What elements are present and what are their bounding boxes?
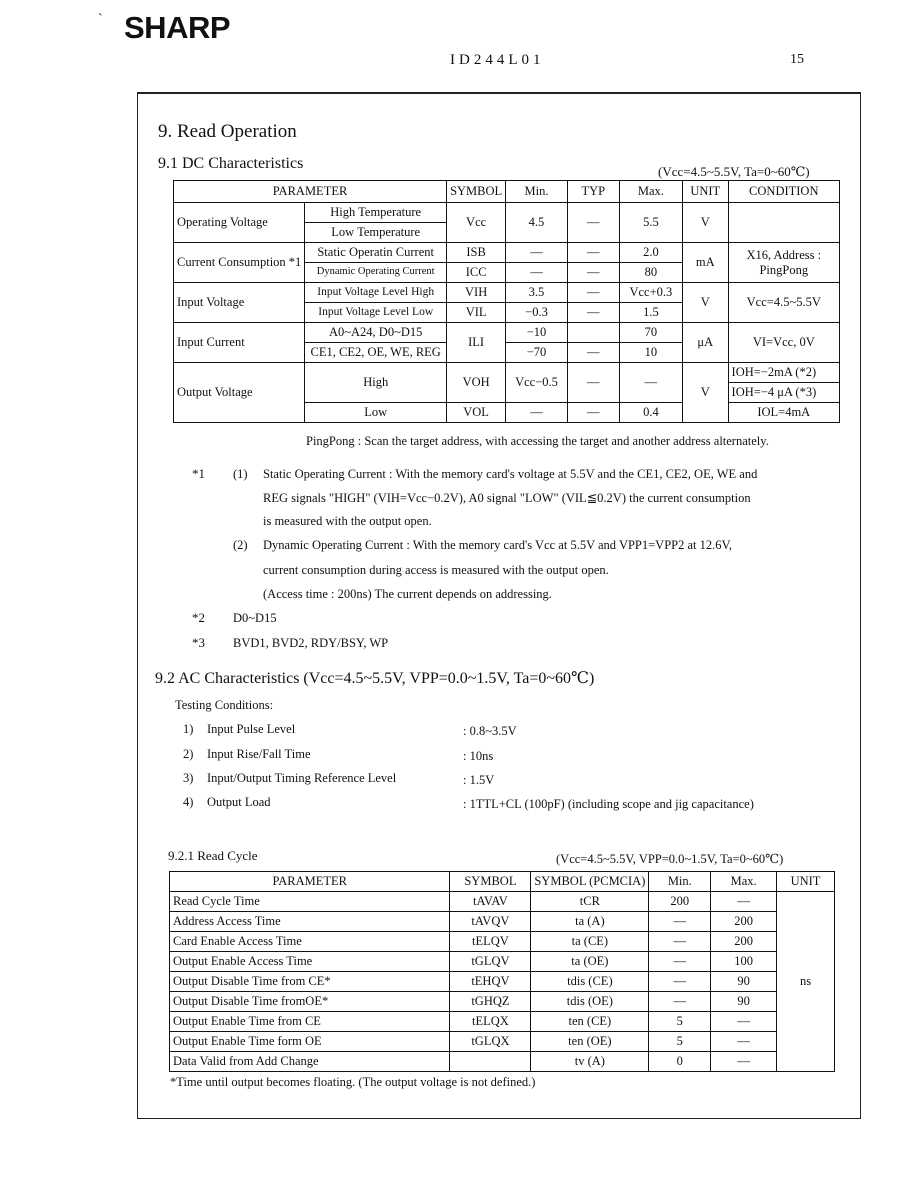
read-symbol-cell: tELQV: [450, 932, 531, 952]
read-min-cell: 200: [649, 892, 711, 912]
read-param-cell: Data Valid from Add Change: [170, 1052, 450, 1072]
dc-header-cell: CONDITION: [728, 181, 839, 203]
read-row: [170, 972, 835, 992]
dc-min-cell: Vcc−0.5: [506, 363, 568, 403]
testing-item-value: : 10ns: [463, 749, 494, 763]
footnote-1-2-line-a: Dynamic Operating Current : With the memory card's Vcc at 5.5V and VPP1=VPP2 at 12.6V,: [263, 538, 733, 552]
dc-sub-cell: Low Temperature: [305, 223, 447, 243]
dc-unit-cell: V: [683, 203, 729, 243]
read-param-cell: Card Enable Access Time: [170, 932, 450, 952]
read-param-cell: Read Cycle Time: [170, 892, 450, 912]
dc-sub-cell: CE1, CE2, OE, WE, REG: [305, 343, 447, 363]
testing-item-label: Output Load: [207, 795, 271, 809]
section-92-title: 9.2 AC Characteristics (Vcc=4.5~5.5V, VPP=0.0~1.5V, Ta=0~60℃): [155, 670, 595, 687]
footnote-1-1-line-a: Static Operating Current : With the memory card's voltage at 5.5V and the CE1, CE2, OE, WE and: [263, 467, 758, 481]
footnote-1-2-line-c: (Access time : 200ns) The current depends on addressing.: [263, 587, 552, 601]
dc-characteristics-table: [173, 180, 840, 423]
testing-item-value: : 1TTL+CL (100pF) (including scope and jig capacitance): [463, 797, 754, 811]
footnote-2-mark: *2: [192, 610, 205, 625]
dc-symbol-cell: ILI: [447, 323, 506, 363]
read-symbol-cell: tGLQX: [450, 1032, 531, 1052]
dc-min-cell: −70: [506, 343, 568, 363]
dc-header-cell: Min.: [506, 181, 568, 203]
dc-max-cell: 5.5: [619, 203, 682, 243]
read-min-cell: —: [649, 912, 711, 932]
dc-symbol-cell: VOL: [447, 403, 506, 423]
dc-min-cell: −10: [506, 323, 568, 343]
dc-max-cell: Vcc+0.3: [619, 283, 682, 303]
read-min-cell: 5: [649, 1032, 711, 1052]
dc-header-cell: UNIT: [683, 181, 729, 203]
dc-typ-cell: —: [567, 243, 619, 263]
dc-max-cell: 0.4: [619, 403, 682, 423]
footnote-1-2-num: (2): [233, 538, 248, 552]
read-header-cell: PARAMETER: [170, 872, 450, 892]
dc-unit-cell: V: [683, 363, 729, 423]
read-max-cell: 200: [711, 932, 777, 952]
read-pcmcia-cell: tv (A): [531, 1052, 649, 1072]
dc-min-cell: —: [506, 263, 568, 283]
footnote-1-2-line-b: current consumption during access is measured with the output open.: [263, 563, 609, 577]
read-max-cell: 200: [711, 912, 777, 932]
footnote-3-mark: *3: [192, 635, 205, 650]
dc-symbol-cell: Vcc: [447, 203, 506, 243]
dc-symbol-cell: ISB: [447, 243, 506, 263]
read-row: [170, 1012, 835, 1032]
read-max-cell: —: [711, 1052, 777, 1072]
read-min-cell: 0: [649, 1052, 711, 1072]
section-921-conditions: (Vcc=4.5~5.5V, VPP=0.0~1.5V, Ta=0~60℃): [556, 852, 784, 866]
page-number: 15: [790, 52, 804, 67]
footnote-1-1-line-b: REG signals "HIGH" (VIH=Vcc−0.2V), A0 signal "LOW" (VIL≦0.2V) the current consumption: [263, 491, 751, 505]
section-91-title: 9.1 DC Characteristics: [158, 155, 304, 172]
dc-typ-cell: —: [567, 263, 619, 283]
testing-item-value: : 1.5V: [463, 773, 495, 787]
dc-unit-cell: μA: [683, 323, 729, 363]
read-header-cell: Max.: [711, 872, 777, 892]
read-max-cell: —: [711, 892, 777, 912]
dc-sub-cell: Input Voltage Level High: [305, 283, 447, 303]
read-param-cell: Output Disable Time fromOE*: [170, 992, 450, 1012]
dc-row: [174, 203, 840, 223]
read-header-cell: SYMBOL: [450, 872, 531, 892]
dc-row: [174, 243, 840, 263]
read-max-cell: 90: [711, 972, 777, 992]
dc-group-cell: Input Current: [174, 323, 305, 363]
dc-group-cell: Operating Voltage: [174, 203, 305, 243]
dc-row: [174, 323, 840, 343]
dc-typ-cell: —: [567, 343, 619, 363]
dc-max-cell: —: [619, 363, 682, 403]
read-row: [170, 932, 835, 952]
read-pcmcia-cell: ta (CE): [531, 932, 649, 952]
dc-typ-cell: [567, 323, 619, 343]
testing-item-label: Input Pulse Level: [207, 722, 296, 736]
dc-header-cell: PARAMETER: [174, 181, 447, 203]
footnote-3-text: BVD1, BVD2, RDY/BSY, WP: [233, 636, 389, 650]
dc-condition-cell: X16, Address : PingPong: [728, 243, 839, 283]
dc-sub-cell: Static Operatin Current: [305, 243, 447, 263]
read-row: [170, 992, 835, 1012]
dc-max-cell: 70: [619, 323, 682, 343]
read-param-cell: Output Enable Time from CE: [170, 1012, 450, 1032]
dc-unit-cell: mA: [683, 243, 729, 283]
dc-condition-cell: [728, 203, 839, 243]
dc-condition-cell: Vcc=4.5~5.5V: [728, 283, 839, 323]
footnote-1-mark: *1: [192, 466, 205, 481]
dc-min-cell: 4.5: [506, 203, 568, 243]
footnote-2-text: D0~D15: [233, 611, 277, 625]
section-91-conditions: (Vcc=4.5~5.5V, Ta=0~60℃): [658, 164, 810, 179]
dc-unit-cell: V: [683, 283, 729, 323]
read-pcmcia-cell: ta (OE): [531, 952, 649, 972]
read-row: [170, 912, 835, 932]
read-symbol-cell: tGLQV: [450, 952, 531, 972]
read-pcmcia-cell: tCR: [531, 892, 649, 912]
dc-max-cell: 10: [619, 343, 682, 363]
read-row: [170, 1052, 835, 1072]
read-unit-cell: ns: [777, 892, 835, 1072]
dc-min-cell: −0.3: [506, 303, 568, 323]
testing-item-number: 4): [183, 795, 194, 809]
read-row: [170, 892, 835, 912]
read-param-cell: Output Disable Time from CE*: [170, 972, 450, 992]
read-cycle-note: *Time until output becomes floating. (The output voltage is not defined.): [170, 1075, 536, 1089]
dc-condition-cell: IOH=−4 μA (*3): [728, 383, 839, 403]
read-param-cell: Output Enable Access Time: [170, 952, 450, 972]
dc-typ-cell: —: [567, 283, 619, 303]
read-max-cell: —: [711, 1032, 777, 1052]
dc-symbol-cell: VIH: [447, 283, 506, 303]
testing-item-label: Input/Output Timing Reference Level: [207, 771, 397, 785]
testing-item-number: 1): [183, 722, 194, 736]
dc-typ-cell: —: [567, 203, 619, 243]
testing-item-label: Input Rise/Fall Time: [207, 747, 311, 761]
read-symbol-cell: tEHQV: [450, 972, 531, 992]
read-max-cell: 100: [711, 952, 777, 972]
dc-max-cell: 1.5: [619, 303, 682, 323]
dc-sub-cell: High: [305, 363, 447, 403]
read-pcmcia-cell: ten (OE): [531, 1032, 649, 1052]
read-symbol-cell: tAVAV: [450, 892, 531, 912]
read-min-cell: —: [649, 972, 711, 992]
section-921-title: 9.2.1 Read Cycle: [168, 848, 258, 863]
dc-typ-cell: —: [567, 303, 619, 323]
dc-min-cell: —: [506, 403, 568, 423]
dc-group-cell: Current Consumption *1: [174, 243, 305, 283]
dc-symbol-cell: VOH: [447, 363, 506, 403]
testing-item-number: 2): [183, 747, 194, 761]
dc-row: [174, 363, 840, 383]
read-symbol-cell: tELQX: [450, 1012, 531, 1032]
read-max-cell: —: [711, 1012, 777, 1032]
read-min-cell: —: [649, 932, 711, 952]
dc-condition-cell: IOL=4mA: [728, 403, 839, 423]
footnote-1-1-num: (1): [233, 467, 248, 481]
read-header-cell: UNIT: [777, 872, 835, 892]
read-param-cell: Address Access Time: [170, 912, 450, 932]
sharp-logo: SHARP: [124, 10, 231, 45]
dc-max-cell: 2.0: [619, 243, 682, 263]
dc-min-cell: 3.5: [506, 283, 568, 303]
read-symbol-cell: tAVQV: [450, 912, 531, 932]
read-min-cell: 5: [649, 1012, 711, 1032]
read-min-cell: —: [649, 992, 711, 1012]
read-header-cell: SYMBOL (PCMCIA): [531, 872, 649, 892]
read-pcmcia-cell: tdis (CE): [531, 972, 649, 992]
dc-sub-cell: A0~A24, D0~D15: [305, 323, 447, 343]
read-symbol-cell: [450, 1052, 531, 1072]
dc-header-cell: TYP: [567, 181, 619, 203]
read-cycle-table: [169, 871, 835, 1072]
read-header-cell: Min.: [649, 872, 711, 892]
read-param-cell: Output Enable Time form OE: [170, 1032, 450, 1052]
footnote-1-1-line-c: is measured with the output open.: [263, 514, 432, 528]
dc-header-cell: Max.: [619, 181, 682, 203]
dc-sub-cell: Input Voltage Level Low: [305, 303, 447, 323]
read-min-cell: —: [649, 952, 711, 972]
dc-symbol-cell: ICC: [447, 263, 506, 283]
dc-sub-cell: Dynamic Operating Current: [305, 263, 447, 283]
testing-item-number: 3): [183, 771, 194, 785]
read-max-cell: 90: [711, 992, 777, 1012]
dc-condition-cell: VI=Vcc, 0V: [728, 323, 839, 363]
dc-max-cell: 80: [619, 263, 682, 283]
dc-sub-cell: High Temperature: [305, 203, 447, 223]
dc-group-cell: Input Voltage: [174, 283, 305, 323]
dc-row: [174, 283, 840, 303]
read-pcmcia-cell: tdis (OE): [531, 992, 649, 1012]
dc-condition-cell: IOH=−2mA (*2): [728, 363, 839, 383]
read-pcmcia-cell: ten (CE): [531, 1012, 649, 1032]
read-symbol-cell: tGHQZ: [450, 992, 531, 1012]
testing-item-value: : 0.8~3.5V: [463, 724, 517, 738]
section-9-title: 9. Read Operation: [158, 121, 297, 142]
dc-typ-cell: —: [567, 363, 619, 403]
document-id: ID244L01: [450, 52, 545, 68]
testing-conditions-label: Testing Conditions:: [175, 698, 274, 712]
dc-min-cell: —: [506, 243, 568, 263]
pingpong-note: PingPong : Scan the target address, with accessing the target and another address alternately.: [306, 434, 769, 448]
read-row: [170, 952, 835, 972]
dc-typ-cell: —: [567, 403, 619, 423]
dc-header-cell: SYMBOL: [447, 181, 506, 203]
read-pcmcia-cell: ta (A): [531, 912, 649, 932]
dc-group-cell: Output Voltage: [174, 363, 305, 423]
dc-symbol-cell: VIL: [447, 303, 506, 323]
read-row: [170, 1032, 835, 1052]
dc-sub-cell: Low: [305, 403, 447, 423]
mark-tick: `: [98, 12, 103, 27]
